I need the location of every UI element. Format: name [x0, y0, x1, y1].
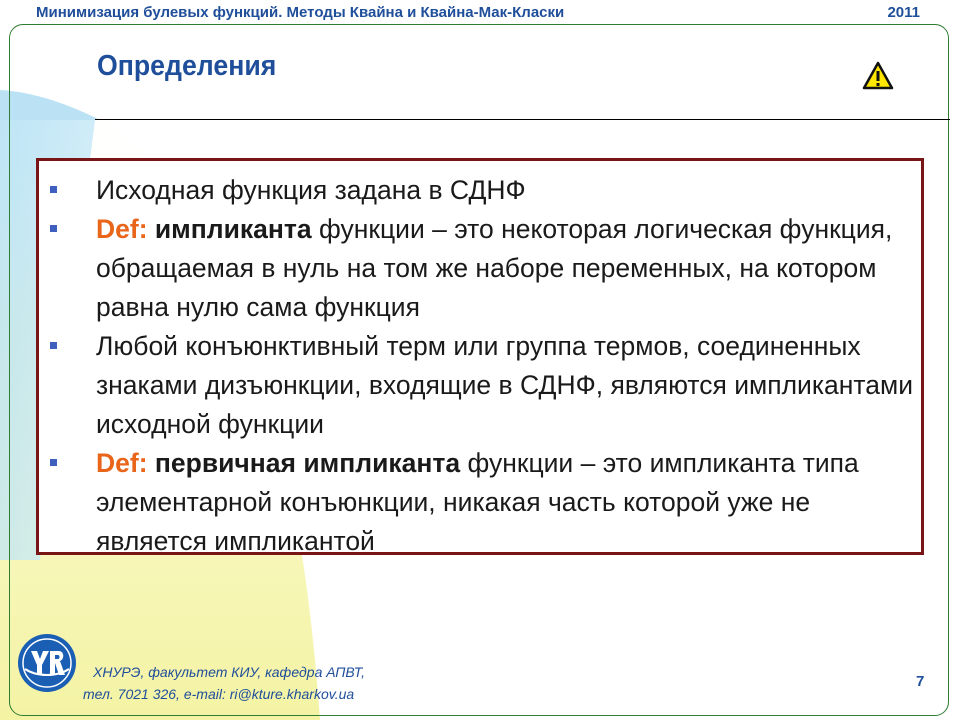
- bullet-square-icon: [50, 342, 57, 349]
- bullet-square-icon: [50, 459, 57, 466]
- defined-term: импликанта: [154, 214, 312, 244]
- def-label: Def:: [96, 214, 155, 244]
- presentation-title: Минимизация булевых функций. Методы Квайна и Квайна-Мак-Класки: [36, 4, 565, 21]
- defined-term: первичная импликанта: [154, 448, 461, 478]
- bullet-square-icon: [50, 186, 57, 193]
- presentation-year: 2011: [887, 4, 920, 21]
- title-divider: [95, 119, 950, 120]
- bullet-text: Исходная функция задана в СДНФ: [96, 175, 526, 205]
- footer-contact: тел. 7021 326, e-mail: ri@kture.kharkov.ua: [83, 686, 355, 702]
- bullet-item: [39, 444, 921, 561]
- bullet-item: [39, 171, 921, 210]
- definitions-box: [36, 158, 924, 555]
- bullet-text: Любой конъюнктивный терм или группа термов, соединенных знаками дизъюнкции, входящие в СДНФ, являются импликантами исходной функции: [96, 331, 913, 439]
- page-number: 7: [916, 673, 925, 690]
- bullet-item: [39, 210, 921, 327]
- bullet-list: [39, 161, 921, 561]
- def-label: Def:: [96, 448, 155, 478]
- slide-title: Определения: [97, 50, 277, 82]
- bullet-item: [39, 327, 921, 444]
- footer-affiliation: ХНУРЭ, факультет КИУ, кафедра АПВТ,: [93, 664, 366, 680]
- university-logo: [17, 633, 77, 693]
- bullet-text: функции – это импликанта типа элементарной конъюнкции, никакая часть которой уже не является импликантой: [96, 448, 859, 556]
- warning-icon: [862, 60, 894, 92]
- bullet-text: функции – это некоторая логическая функция, обращаемая в нуль на том же наборе переменных, на котором равна нулю сама функция: [96, 214, 893, 322]
- bullet-square-icon: [50, 225, 57, 232]
